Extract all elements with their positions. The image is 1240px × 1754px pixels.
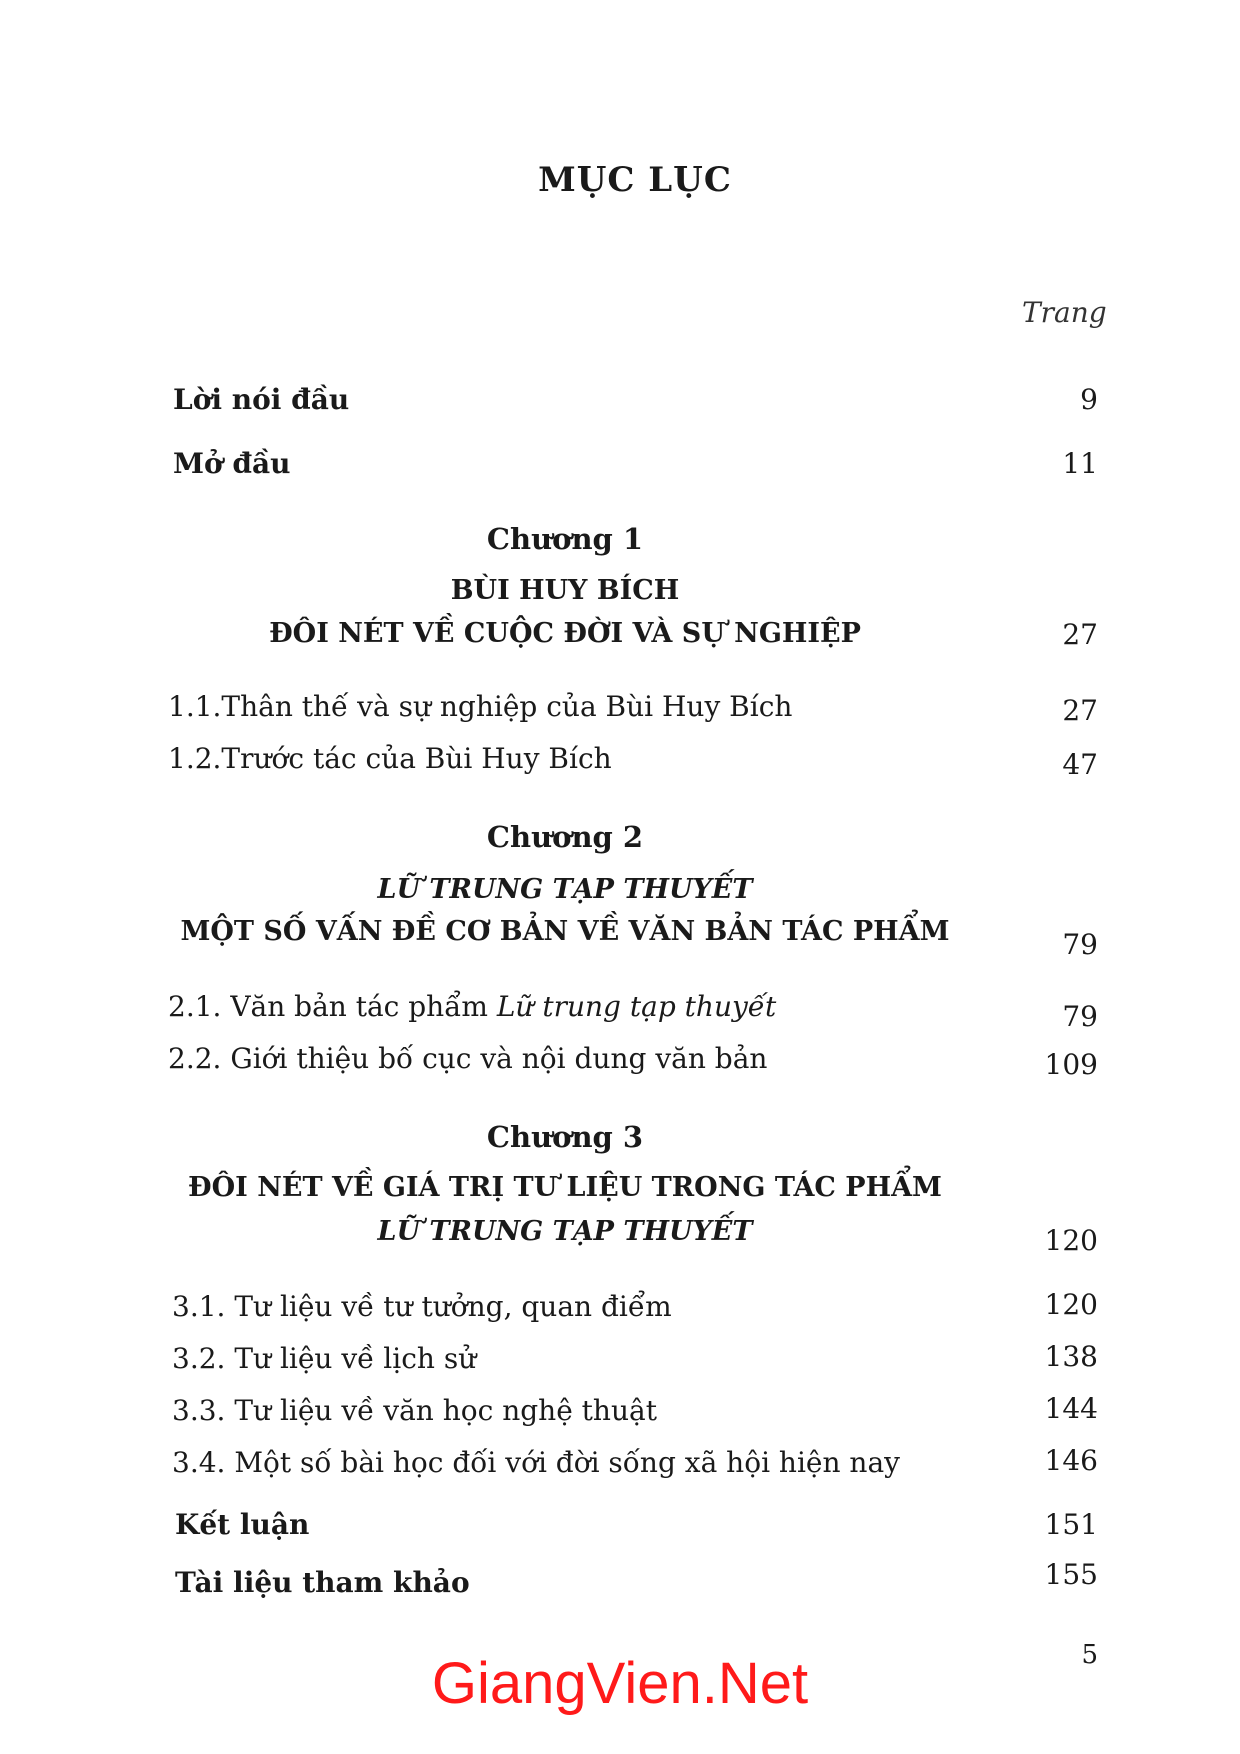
toc-entry-3-1: 3.1. Tư liệu về tư tưởng, quan điểm [172,1290,672,1323]
page-column-label: Trang [1022,296,1107,329]
page-number: 5 [1081,1640,1098,1670]
chapter-3-label: Chương 3 [486,1120,644,1154]
page-title: MỤC LỤC [538,160,732,200]
toc-entry-2-1-work-title: Lữ trung tạp thuyết [496,990,777,1023]
chapter-2-page: 79 [1062,928,1098,961]
toc-page-tai-lieu-tham-khao: 155 [1044,1558,1098,1591]
toc-entry-3-3: 3.3. Tư liệu về văn học nghệ thuật [172,1394,657,1427]
toc-entry-1-1: 1.1.Thân thế và sự nghiệp của Bùi Huy Bích [168,690,793,723]
toc-page-2-1: 79 [1062,1000,1098,1033]
toc-entry-1-2: 1.2.Trước tác của Bùi Huy Bích [168,742,612,775]
chapter-2-title-line-2: MỘT SỐ VẤN ĐỀ CƠ BẢN VỀ VĂN BẢN TÁC PHẨM [180,916,950,947]
chapter-2-title-line-1: LỮ TRUNG TẠP THUYẾT [377,874,753,905]
toc-entry-loi-noi-dau: Lời nói đầu [173,383,350,416]
chapter-1-page: 27 [1062,618,1098,651]
toc-entry-mo-dau: Mở đầu [173,447,291,480]
toc-entry-3-2: 3.2. Tư liệu về lịch sử [172,1342,477,1375]
watermark-text: GiangVien.Net [431,1651,809,1716]
toc-page-3-1: 120 [1044,1288,1098,1321]
chapter-1-label: Chương 1 [486,522,644,556]
chapter-3-page: 120 [1044,1224,1098,1257]
toc-entry-tai-lieu-tham-khao: Tài liệu tham khảo [175,1566,470,1599]
chapter-3-title-line-2: LỮ TRUNG TẠP THUYẾT [377,1216,753,1247]
chapter-3-title-line-1: ĐÔI NÉT VỀ GIÁ TRỊ TƯ LIỆU TRONG TÁC PHẨM [188,1172,942,1203]
toc-entry-3-4: 3.4. Một số bài học đối với đời sống xã hội hiện nay [172,1446,900,1479]
toc-page-1-1: 27 [1062,694,1098,727]
toc-entry-2-1 [168,990,776,1023]
toc-page-1-2: 47 [1062,748,1098,781]
toc-page-loi-noi-dau: 9 [1080,383,1098,416]
toc-page-2-2: 109 [1044,1048,1098,1081]
chapter-1-title-line-1: BÙI HUY BÍCH [450,575,680,606]
toc-entry-ket-luan: Kết luận [175,1508,310,1541]
chapter-2-label: Chương 2 [486,820,644,854]
toc-entry-2-1-prefix: 2.1. Văn bản tác phẩm [168,990,497,1023]
toc-entry-2-2: 2.2. Giới thiệu bố cục và nội dung văn bản [168,1042,768,1075]
toc-page-3-2: 138 [1044,1340,1098,1373]
toc-page-mo-dau: 11 [1062,447,1098,480]
chapter-1-title-line-2: ĐÔI NÉT VỀ CUỘC ĐỜI VÀ SỰ NGHIỆP [269,618,861,649]
toc-page-ket-luan: 151 [1044,1508,1098,1541]
toc-page-3-3: 144 [1044,1392,1098,1425]
toc-page-3-4: 146 [1044,1444,1098,1477]
